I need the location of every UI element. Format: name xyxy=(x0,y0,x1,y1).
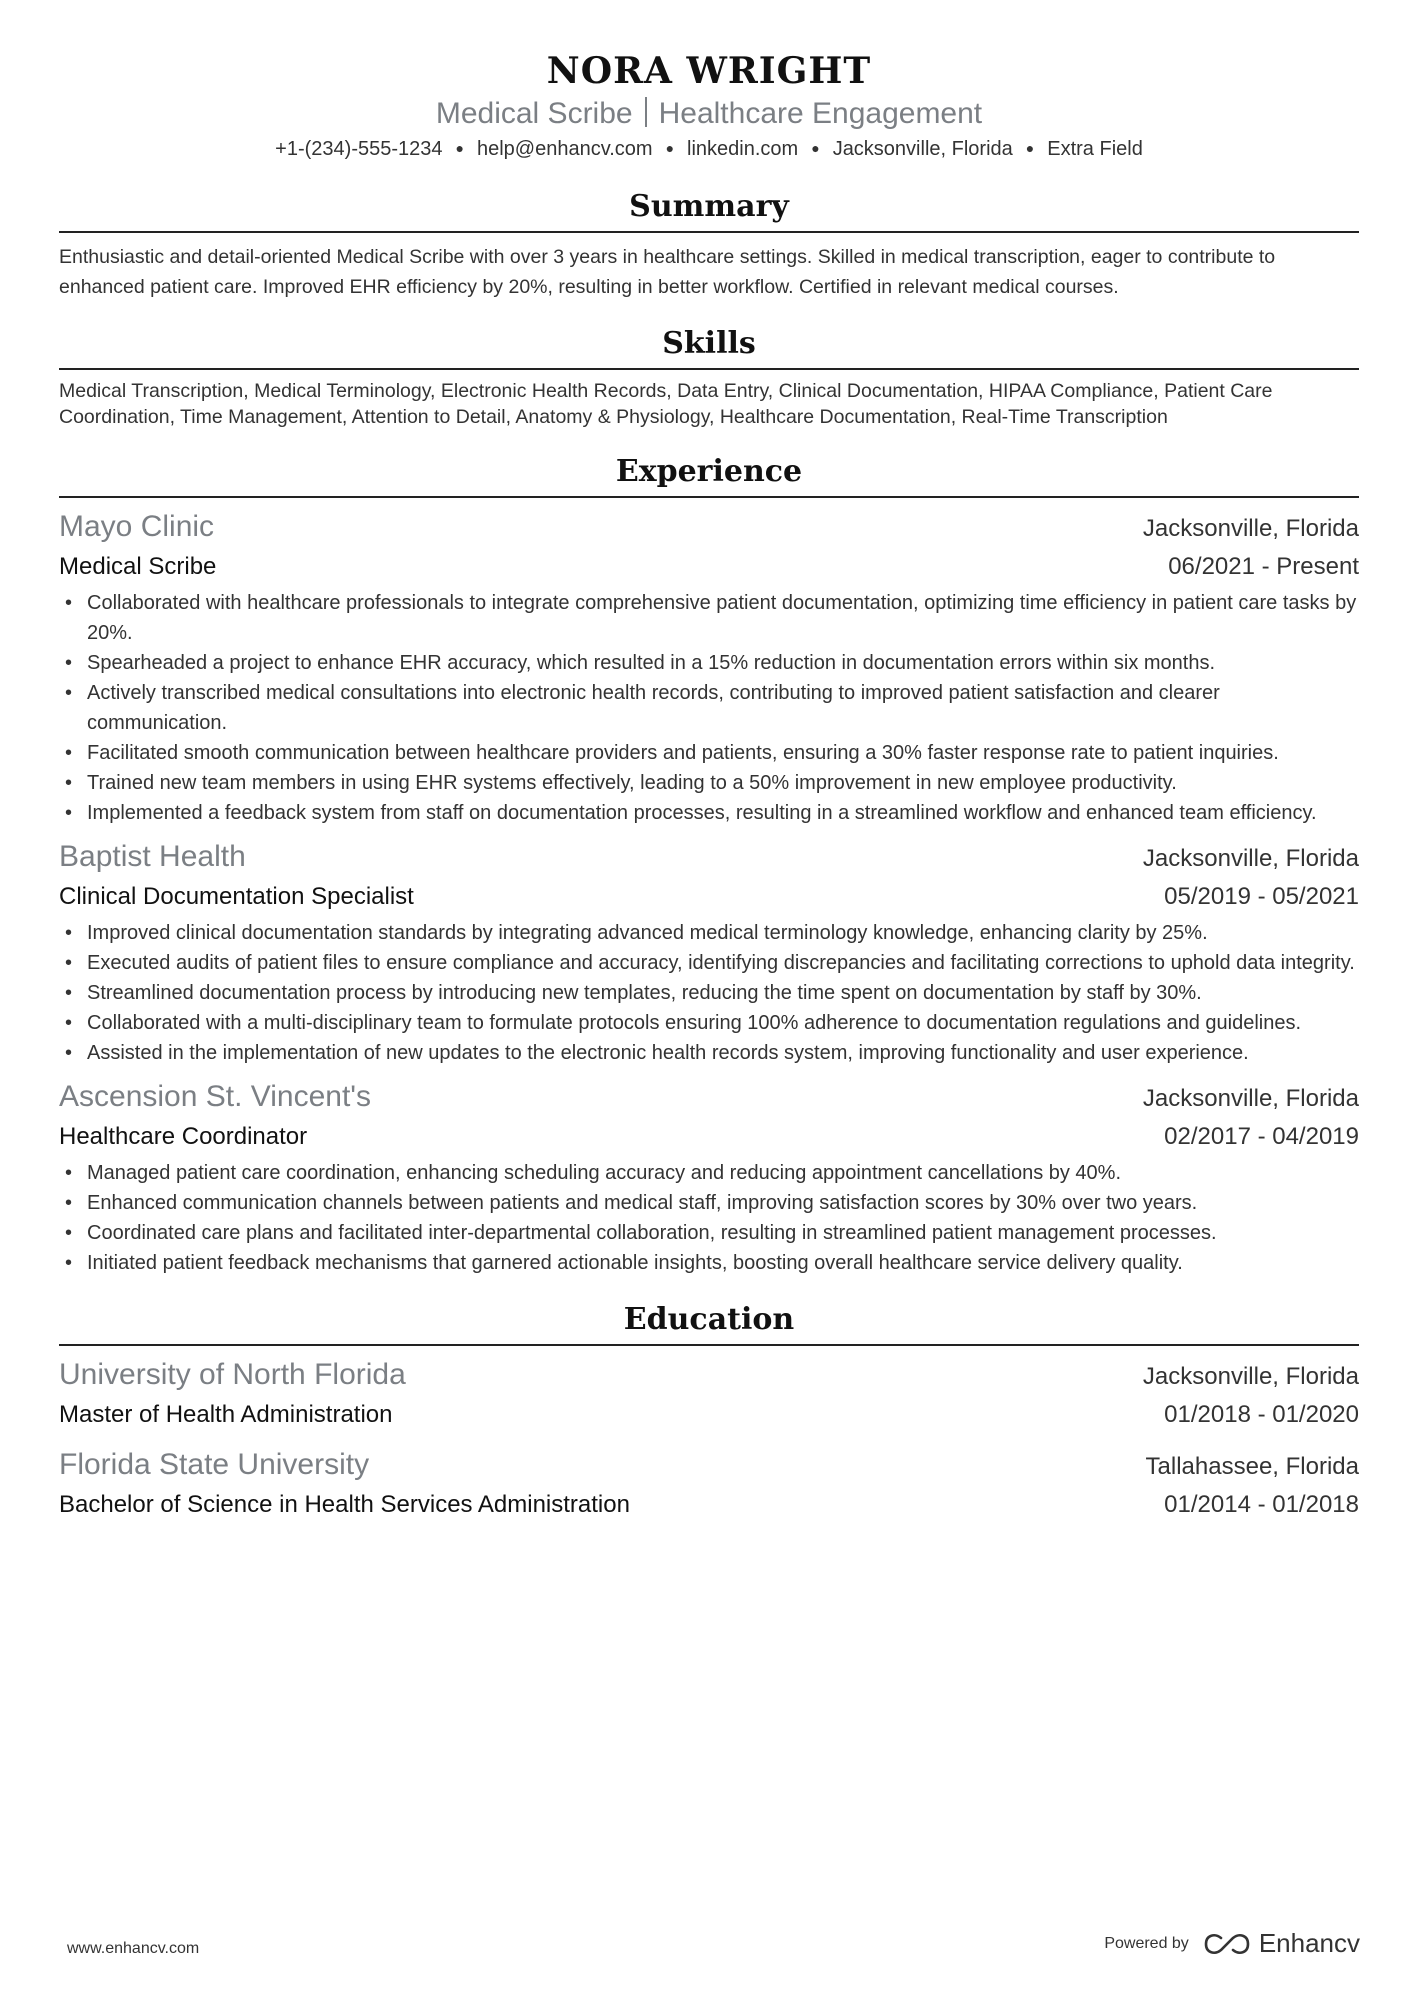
achievement-item: • Implemented a feedback system from staff on documentation processes, resulting in a streamlined workflow and enhanced team efficiency. xyxy=(59,798,1359,828)
school-name: University of North Florida xyxy=(59,1358,406,1391)
entry-header xyxy=(59,1356,1359,1396)
job-dates: 06/2021 - Present xyxy=(1168,553,1359,580)
entry-subheader xyxy=(59,1118,1359,1156)
job-dates: 05/2019 - 05/2021 xyxy=(1164,883,1359,910)
achievement-item: • Executed audits of patient files to ensure compliance and accuracy, identifying discrepancies and facilitating corrections to uphold data integrity. xyxy=(59,948,1359,978)
achievement-list xyxy=(59,918,1359,1068)
achievement-item: • Spearheaded a project to enhance EHR accuracy, which resulted in a 15% reduction in documentation errors within six months. xyxy=(59,648,1359,678)
achievement-item: • Assisted in the implementation of new updates to the electronic health records system, improving functionality and user experience. xyxy=(59,1038,1359,1068)
achievement-item: • Collaborated with healthcare professionals to integrate comprehensive patient documentation, optimizing time efficiency in patient care tasks by 20%. xyxy=(59,588,1359,648)
contact-linkedin[interactable]: linkedin.com xyxy=(687,138,799,160)
school-name: Florida State University xyxy=(59,1448,370,1481)
company-name: Baptist Health xyxy=(59,840,246,873)
footer-website[interactable]: www.enhancv.com xyxy=(67,1940,200,1957)
contact-line xyxy=(59,134,1359,163)
enhancv-logo-icon xyxy=(1203,1932,1251,1956)
job-title: Healthcare Coordinator xyxy=(59,1123,308,1150)
brand-logo[interactable] xyxy=(1203,1928,1360,1959)
headline-divider xyxy=(645,97,647,127)
education-dates: 01/2018 - 01/2020 xyxy=(1164,1401,1359,1428)
summary-text: Enthusiastic and detail-oriented Medical Scribe with over 3 years in healthcare settings. Skilled in medical transcription, eager to contribute to enhanced patient care. Improved EHR efficiency by 20%, resulting in better workflow. Certified in relevant medical courses. xyxy=(59,246,1276,298)
achievement-item: • Actively transcribed medical consultations into electronic health records, contributing to improved patient satisfaction and clearer communication. xyxy=(59,678,1359,738)
section-title-summary: Summary xyxy=(59,185,1359,233)
headline-subtitle: Healthcare Engagement xyxy=(658,97,983,130)
summary-section xyxy=(59,185,1359,302)
entry-header xyxy=(59,838,1359,878)
degree: Bachelor of Science in Health Services Administration xyxy=(59,1491,630,1518)
candidate-name: NORA WRIGHT xyxy=(546,50,872,92)
entry-subheader xyxy=(59,548,1359,586)
company-name: Mayo Clinic xyxy=(59,510,215,543)
entry-header xyxy=(59,508,1359,548)
contact-email[interactable]: help@enhancv.com xyxy=(476,138,653,160)
degree: Master of Health Administration xyxy=(59,1401,393,1428)
achievement-item: • Managed patient care coordination, enhancing scheduling accuracy and reducing appointment cancellations by 40%. xyxy=(59,1158,1359,1188)
achievement-item: • Enhanced communication channels between patients and medical staff, improving satisfaction scores by 30% over two years. xyxy=(59,1188,1359,1218)
achievement-list xyxy=(59,588,1359,828)
experience-entry xyxy=(59,1078,1359,1278)
bullet-separator: ● xyxy=(455,140,464,156)
achievement-list xyxy=(59,1158,1359,1278)
company-location: Jacksonville, Florida xyxy=(1142,515,1359,542)
bullet-separator: ● xyxy=(1025,140,1035,156)
school-location: Jacksonville, Florida xyxy=(1142,1363,1359,1390)
skills-section xyxy=(59,322,1359,430)
achievement-item: • Streamlined documentation process by introducing new templates, reducing the time spent on documentation by staff by 30%. xyxy=(59,978,1359,1008)
education-entry xyxy=(59,1446,1359,1524)
job-title: Clinical Documentation Specialist xyxy=(59,883,414,910)
education-entry xyxy=(59,1356,1359,1434)
headline xyxy=(59,94,1359,134)
resume-header xyxy=(59,0,1359,163)
section-title-skills: Skills xyxy=(59,322,1359,370)
achievement-item: • Improved clinical documentation standards by integrating advanced medical terminology knowledge, enhancing clarity by 25%. xyxy=(59,918,1359,948)
experience-entry xyxy=(59,838,1359,1068)
achievement-item: • Trained new team members in using EHR systems effectively, leading to a 50% improvement in new employee productivity. xyxy=(59,768,1359,798)
achievement-item: • Collaborated with a multi-disciplinary team to formulate protocols ensuring 100% adherence to documentation regulations and guidelines. xyxy=(59,1008,1359,1038)
footer-branding xyxy=(1104,1928,1360,1959)
job-dates: 02/2017 - 04/2019 xyxy=(1164,1123,1359,1150)
achievement-item: • Facilitated smooth communication between healthcare providers and patients, ensuring a 30% faster response rate to patient inquiries. xyxy=(59,738,1359,768)
school-location: Tallahassee, Florida xyxy=(1145,1453,1359,1480)
entry-subheader xyxy=(59,1396,1359,1434)
contact-phone: +1-(234)-555-1234 xyxy=(275,138,443,160)
job-title: Medical Scribe xyxy=(59,553,217,580)
entry-header xyxy=(59,1078,1359,1118)
experience-entry xyxy=(59,508,1359,828)
powered-by-label: Powered by xyxy=(1104,1934,1189,1952)
contact-extra: Extra Field xyxy=(1047,138,1143,160)
bullet-separator: ● xyxy=(665,140,675,156)
headline-title: Medical Scribe xyxy=(435,97,633,130)
brand-name: Enhancv xyxy=(1258,1928,1360,1958)
education-dates: 01/2014 - 01/2018 xyxy=(1164,1491,1359,1518)
achievement-item: • Initiated patient feedback mechanisms that garnered actionable insights, boosting overall healthcare service delivery quality. xyxy=(59,1248,1359,1278)
education-section xyxy=(59,1298,1359,1524)
company-name: Ascension St. Vincent's xyxy=(59,1080,372,1113)
bullet-separator: ● xyxy=(811,140,820,156)
contact-location: Jacksonville, Florida xyxy=(832,138,1013,160)
company-location: Jacksonville, Florida xyxy=(1142,845,1359,872)
company-location: Jacksonville, Florida xyxy=(1142,1085,1359,1112)
entry-subheader xyxy=(59,878,1359,916)
entry-subheader xyxy=(59,1486,1359,1524)
entry-header xyxy=(59,1446,1359,1486)
section-title-education: Education xyxy=(59,1298,1359,1346)
section-title-experience: Experience xyxy=(59,450,1359,498)
experience-section xyxy=(59,450,1359,1278)
achievement-item: • Coordinated care plans and facilitated inter-departmental collaboration, resulting in streamlined patient management processes. xyxy=(59,1218,1359,1248)
resume-page xyxy=(59,0,1359,1524)
skills-text: Medical Transcription, Medical Terminology, Electronic Health Records, Data Entry, Clinical Documentation, HIPAA Compliance, Patient Care Coordination, Time Management, Attention to Detail, Anatomy & Physiology, Healthcare Documentation, Real-Time Transcription xyxy=(59,380,1273,428)
